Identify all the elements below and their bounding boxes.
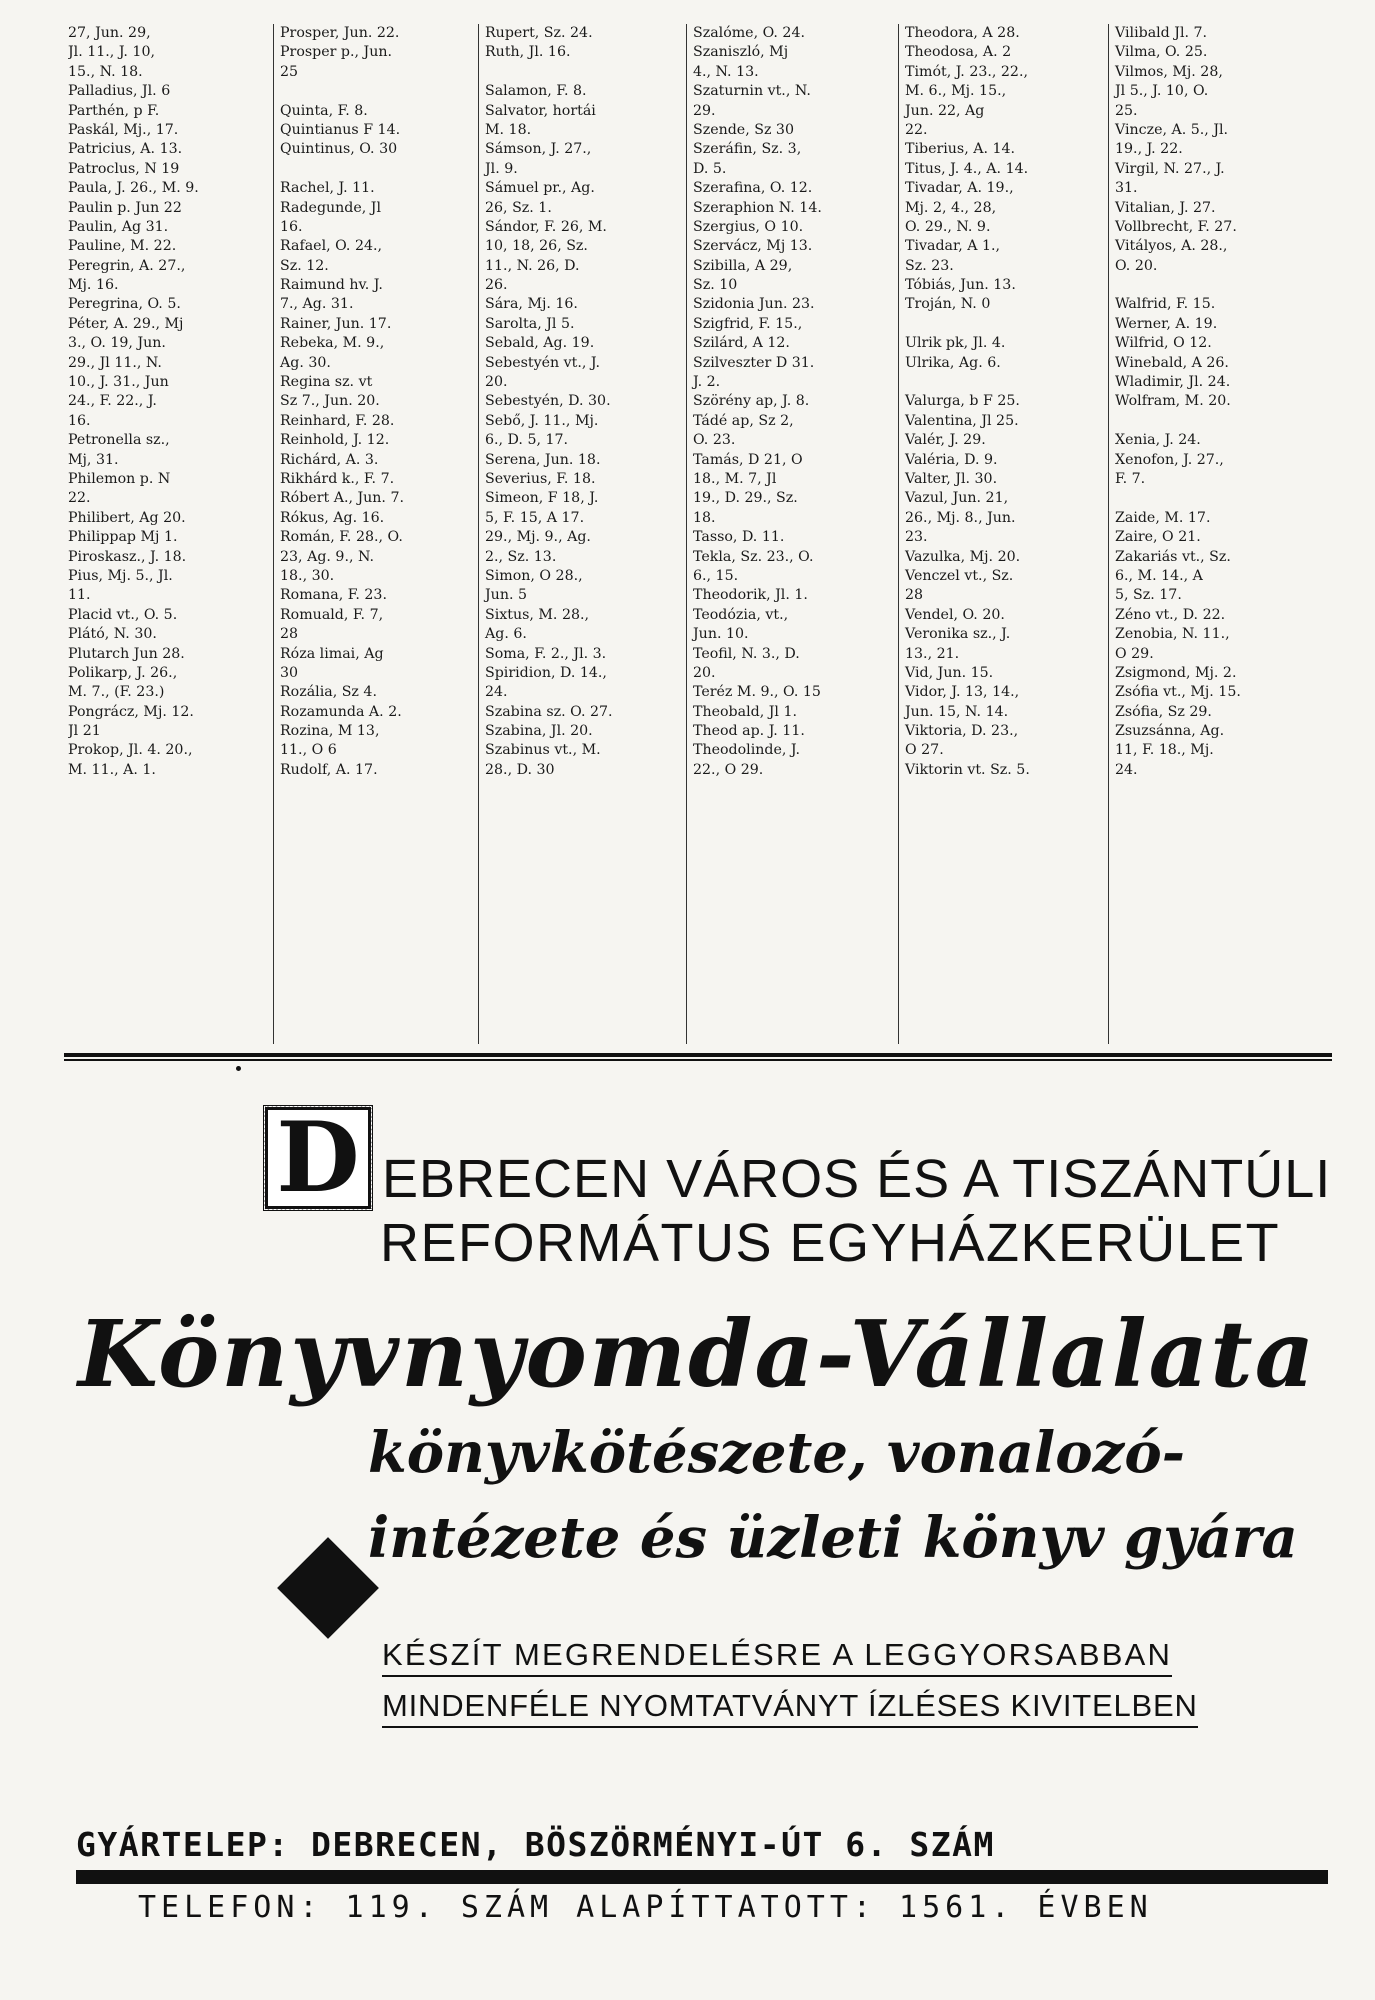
entry-line: Mj. 16.: [68, 277, 119, 294]
entry-line: Salvator, hortái: [485, 102, 596, 119]
entry-line: Theodorik, Jl. 1.: [693, 587, 808, 604]
entry-line: D. 5.: [693, 160, 727, 177]
entry-line: Sarolta, Jl 5.: [485, 315, 575, 332]
entry-line: 28: [280, 626, 299, 643]
entry-line: Jl. 9.: [485, 160, 518, 177]
entry-line: 22., O 29.: [693, 761, 764, 778]
entry-line: Valentina, Jl 25.: [905, 412, 1019, 429]
ad-heading-line1: EBRECEN VÁROS ÉS A TISZÁNTÚLI: [382, 1149, 1332, 1209]
entry-line: Sebald, Ag. 19.: [485, 335, 595, 352]
entry-line: Sebő, J. 11., Mj.: [485, 412, 599, 429]
entry-line: Zaide, M. 17.: [1115, 509, 1211, 526]
column-2: [273, 24, 478, 1044]
entry-line: Tivadar, A. 19.,: [905, 180, 1014, 197]
entry-line: Prosper p., Jun.: [280, 44, 393, 61]
entry-line: Szilárd, A 12.: [693, 335, 790, 352]
entry-line: 27, Jun. 29,: [68, 25, 151, 41]
entry-line: Viktorin vt. Sz. 5.: [905, 761, 1030, 778]
entry-line: Szigfrid, F. 15.,: [693, 315, 803, 332]
entry-line: 3., O. 19, Jun.: [68, 335, 166, 352]
entry-line: Theod ap. J. 11.: [693, 723, 805, 740]
entry-line: M. 18.: [485, 121, 532, 138]
entry-line: Serena, Jun. 18.: [485, 451, 601, 468]
entry-line: 26.: [485, 277, 508, 294]
entry-line: Reinhard, F. 28.: [280, 412, 395, 429]
entry-line: Mj. 2, 4., 28,: [905, 199, 997, 216]
entry-line: Zsófia vt., Mj. 15.: [1115, 684, 1241, 701]
entry-line: Soma, F. 2., Jl. 3.: [485, 645, 607, 662]
entry-line: 19., D. 29., Sz.: [693, 490, 798, 507]
entry-line: Szaniszló, Mj: [693, 44, 789, 61]
entry-line: Regina sz. vt: [280, 374, 373, 391]
entry-line: Sixtus, M. 28.,: [485, 606, 590, 623]
entry-line: Szervácz, Mj 13.: [693, 238, 813, 255]
entry-line: Zsófia, Sz 29.: [1115, 703, 1212, 720]
column-6: [1108, 24, 1318, 1044]
entry-line: Szabina sz. O. 27.: [485, 703, 613, 720]
entry-line: Vendel, O. 20.: [905, 606, 1005, 623]
entry-line: Wolfram, M. 20.: [1115, 393, 1231, 410]
entry-line: Jun. 15, N. 14.: [905, 703, 1009, 720]
entry-line: 18., M. 7, Jl: [693, 470, 777, 487]
entry-line: Szilveszter D 31.: [693, 354, 815, 371]
ad-offer-line2: MINDENFÉLE NYOMTATVÁNYT ÍZLÉSES KIVITELBEN: [382, 1688, 1198, 1728]
entry-line: Simon, O 28.,: [485, 567, 583, 584]
entry-line: Román, F. 28., O.: [280, 529, 403, 546]
entry-line: O. 20.: [1115, 257, 1158, 274]
entry-line: Szalóme, O. 24.: [693, 25, 805, 41]
entry-line: Werner, A. 19.: [1115, 315, 1218, 332]
entry-line: 20.: [693, 664, 716, 681]
entry-line: Tasso, D. 11.: [693, 529, 785, 546]
entry-line: Theodora, A 28.: [905, 25, 1020, 41]
footer-rule: [76, 1870, 1328, 1884]
entry-line: Xenia, J. 24.: [1115, 432, 1201, 449]
decorative-initial: [263, 1101, 373, 1214]
entry-line: Romuald, F. 7,: [280, 606, 384, 623]
entry-line: 24.: [485, 684, 508, 701]
entry-line: [1115, 276, 1318, 295]
entry-line: Viktoria, D. 23.,: [905, 723, 1019, 740]
entry-line: Szerafina, O. 12.: [693, 180, 813, 197]
entry-line: Tamás, D 21, O: [693, 451, 803, 468]
entry-line: O 27.: [905, 742, 944, 759]
entry-line: Sámson, J. 27.,: [485, 141, 592, 158]
entry-line: Vidor, J. 13, 14.,: [905, 684, 1020, 701]
entry-line: Virgil, N. 27., J.: [1115, 160, 1225, 177]
entry-line: Romana, F. 23.: [280, 587, 387, 604]
entry-line: 30: [280, 664, 299, 681]
entry-line: Rebeka, M. 9.,: [280, 335, 385, 352]
entry-line: Paula, J. 26., M. 9.: [68, 180, 199, 197]
ad-script-title: Könyvnyomda-Vállalata: [78, 1300, 1317, 1408]
entry-line: Vilma, O. 25.: [1115, 44, 1208, 61]
entry-line: Péter, A. 29., Mj: [68, 315, 184, 332]
entry-line: Valurga, b F 25.: [905, 393, 1020, 410]
entry-line: Philibert, Ag 20.: [68, 509, 186, 526]
entry-line: Xenofon, J. 27.,: [1115, 451, 1224, 468]
entry-line: Vazul, Jun. 21,: [905, 490, 1009, 507]
entry-line: 10., J. 31., Jun: [68, 374, 169, 391]
entry-line: Polikarp, J. 26.,: [68, 664, 178, 681]
entry-line: 23, Ag. 9., N.: [280, 548, 374, 565]
entry-line: Róza limai, Ag: [280, 645, 384, 662]
entry-line: M. 7., (F. 23.): [68, 684, 165, 701]
entry-line: Vitályos, A. 28.,: [1115, 238, 1228, 255]
column-1: [68, 24, 273, 1044]
entry-line: 15., N. 18.: [68, 63, 143, 80]
entry-line: Szaturnin vt., N.: [693, 83, 811, 100]
entry-line: [905, 373, 1108, 392]
entry-line: 25: [280, 63, 299, 80]
entry-line: [280, 82, 478, 101]
entry-line: Quinta, F. 8.: [280, 102, 368, 119]
entry-line: 16.: [280, 218, 303, 235]
entry-line: 29., Mj. 9., Ag.: [485, 529, 591, 546]
entry-line: 5, Sz. 17.: [1115, 587, 1182, 604]
entry-line: O 29.: [1115, 645, 1154, 662]
entry-line: 5, F. 15, A 17.: [485, 509, 585, 526]
entry-line: Ag. 6.: [485, 626, 527, 643]
entry-line: Rudolf, A. 17.: [280, 761, 378, 778]
entry-line: Pauline, M. 22.: [68, 238, 177, 255]
entry-line: Wladimir, Jl. 24.: [1115, 374, 1231, 391]
initial-letter: D: [266, 1108, 369, 1208]
entry-line: Rókus, Ag. 16.: [280, 509, 385, 526]
entry-line: M. 6., Mj. 15.,: [905, 83, 1007, 100]
entry-line: Szeráfin, Sz. 3,: [693, 141, 802, 158]
diamond-ornament-icon: [277, 1537, 379, 1639]
entry-line: Sebestyén vt., J.: [485, 354, 600, 371]
ad-phone-founded: TELEFON: 119. SZÁM ALAPÍTTATOTT: 1561. ÉVBEN: [138, 1890, 1153, 1925]
entry-line: Venczel vt., Sz.: [905, 567, 1014, 584]
entry-line: Titus, J. 4., A. 14.: [905, 160, 1029, 177]
entry-line: Szidonia Jun. 23.: [693, 296, 815, 313]
entry-line: Salamon, F. 8.: [485, 83, 587, 100]
entry-line: 16.: [68, 412, 91, 429]
entry-line: Richárd, A. 3.: [280, 451, 379, 468]
entry-line: 18., 30.: [280, 567, 335, 584]
entry-line: 11.: [68, 587, 91, 604]
entry-line: Sebestyén, D. 30.: [485, 393, 611, 410]
entry-line: 26, Sz. 1.: [485, 199, 552, 216]
entry-line: 22.: [68, 490, 91, 507]
entry-line: 28., D. 30: [485, 761, 555, 778]
entry-line: Szeraphion N. 14.: [693, 199, 822, 216]
entry-line: Vollbrecht, F. 27.: [1115, 218, 1237, 235]
entry-line: Rainer, Jun. 17.: [280, 315, 392, 332]
entry-line: Troján, N. 0: [905, 296, 991, 313]
entry-line: Paulin, Ag 31.: [68, 218, 169, 235]
entry-line: 24.: [1115, 761, 1138, 778]
entry-line: Parthén, p F.: [68, 102, 160, 119]
entry-line: Theobald, Jl 1.: [693, 703, 797, 720]
entry-line: O. 29., N. 9.: [905, 218, 991, 235]
entry-line: Radegunde, Jl: [280, 199, 382, 216]
entry-line: Rozália, Sz 4.: [280, 684, 377, 701]
entry-line: Rafael, O. 24.,: [280, 238, 383, 255]
entry-line: Vilmos, Mj. 28,: [1115, 63, 1223, 80]
column-4: [686, 24, 898, 1044]
entry-line: Walfrid, F. 15.: [1115, 296, 1216, 313]
entry-line: Teréz M. 9., O. 15: [693, 684, 821, 701]
entry-line: Jun. 22, Ag: [905, 102, 985, 119]
entry-line: Jl. 11., J. 10,: [68, 44, 155, 61]
ad-heading-line2: REFORMÁTUS EGYHÁZKERÜLET: [380, 1213, 1281, 1273]
entry-line: Tekla, Sz. 23., O.: [693, 548, 814, 565]
entry-line: Szabinus vt., M.: [485, 742, 601, 759]
entry-line: Ruth, Jl. 16.: [485, 44, 571, 61]
entry-line: 31.: [1115, 180, 1138, 197]
entry-line: 29., Jl 11., N.: [68, 354, 162, 371]
entry-line: Rozamunda A. 2.: [280, 703, 402, 720]
entry-line: [1115, 489, 1318, 508]
entry-line: Veronika sz., J.: [905, 626, 1011, 643]
entry-line: Valér, J. 29.: [905, 432, 986, 449]
entry-line: Jun. 5: [485, 587, 528, 604]
entry-line: Theodosa, A. 2: [905, 44, 1012, 61]
entry-line: Rachel, J. 11.: [280, 180, 375, 197]
entry-line: Piroskasz., J. 18.: [68, 548, 187, 565]
entry-line: Jun. 10.: [693, 626, 749, 643]
entry-line: 19., J. 22.: [1115, 141, 1183, 158]
entry-line: 23.: [905, 529, 928, 546]
entry-line: O. 23.: [693, 432, 736, 449]
entry-line: Szörény ap, J. 8.: [693, 393, 810, 410]
entry-line: Tiberius, A. 14.: [905, 141, 1016, 158]
entry-line: Raimund hv. J.: [280, 277, 383, 294]
entry-line: 24., F. 22., J.: [68, 393, 157, 410]
entry-line: Sándor, F. 26, M.: [485, 218, 607, 235]
entry-line: Vilibald Jl. 7.: [1115, 25, 1208, 41]
column-5: [898, 24, 1108, 1044]
entry-line: Reinhold, J. 12.: [280, 432, 390, 449]
entry-line: Quintinus, O. 30: [280, 141, 398, 158]
entry-line: Sz 7., Jun. 20.: [280, 393, 380, 410]
entry-line: 11., N. 26, D.: [485, 257, 580, 274]
entry-line: Rozina, M 13,: [280, 723, 380, 740]
entry-line: Tóbiás, Jun. 13.: [905, 277, 1016, 294]
entry-line: 2., Sz. 13.: [485, 548, 557, 565]
entry-line: Jl 21: [68, 723, 101, 740]
entry-line: Szergius, O 10.: [693, 218, 804, 235]
entry-line: [1115, 412, 1318, 431]
entry-line: Patricius, A. 13.: [68, 141, 183, 158]
entry-line: Patroclus, N 19: [68, 160, 180, 177]
entry-line: 11., O 6: [280, 742, 337, 759]
entry-line: 22.: [905, 121, 928, 138]
entry-line: [905, 315, 1108, 334]
entry-line: 6., D. 5, 17.: [485, 432, 569, 449]
entry-line: 20.: [485, 374, 508, 391]
entry-line: Prokop, Jl. 4. 20.,: [68, 742, 193, 759]
entry-line: Zaire, O 21.: [1115, 529, 1201, 546]
entry-line: Róbert A., Jun. 7.: [280, 490, 404, 507]
name-day-columns: [68, 24, 1338, 1044]
entry-line: Vazulka, Mj. 20.: [905, 548, 1021, 565]
entry-line: Valter, Jl. 30.: [905, 470, 998, 487]
entry-line: F. 7.: [1115, 470, 1146, 487]
entry-line: Sára, Mj. 16.: [485, 296, 578, 313]
entry-line: Sámuel pr., Ag.: [485, 180, 595, 197]
entry-line: [485, 63, 686, 82]
entry-line: 25.: [1115, 102, 1138, 119]
entry-line: 10, 18, 26, Sz.: [485, 238, 588, 255]
entry-line: Valéria, D. 9.: [905, 451, 998, 468]
entry-line: Teofil, N. 3., D.: [693, 645, 800, 662]
entry-line: 26., Mj. 8., Jun.: [905, 509, 1016, 526]
entry-line: Sz. 10: [693, 277, 738, 294]
entry-line: [280, 160, 478, 179]
entry-line: Rikhárd k., F. 7.: [280, 470, 395, 487]
entry-line: Szende, Sz 30: [693, 121, 794, 138]
entry-line: Ulrika, Ag. 6.: [905, 354, 1001, 371]
entry-line: Pongrácz, Mj. 12.: [68, 703, 194, 720]
entry-line: Zsigmond, Mj. 2.: [1115, 664, 1237, 681]
entry-line: Tivadar, A 1.,: [905, 238, 1001, 255]
entry-line: 18.: [693, 509, 716, 526]
entry-line: Placid vt., O. 5.: [68, 606, 178, 623]
entry-line: Sz. 12.: [280, 257, 329, 274]
ornament-dot: [236, 1066, 241, 1071]
entry-line: Prosper, Jun. 22.: [280, 25, 400, 41]
entry-line: Mj, 31.: [68, 451, 119, 468]
divider-rule-thin: [64, 1059, 1332, 1061]
entry-line: Peregrina, O. 5.: [68, 296, 181, 313]
entry-line: 29.: [693, 102, 716, 119]
entry-line: Winebald, A 26.: [1115, 354, 1229, 371]
column-3: [478, 24, 686, 1044]
entry-line: Paulin p. Jun 22: [68, 199, 182, 216]
entry-line: Zsuzsánna, Ag.: [1115, 723, 1225, 740]
entry-line: Jl 5., J. 10, O.: [1115, 83, 1209, 100]
entry-line: 11, F. 18., Mj.: [1115, 742, 1214, 759]
entry-line: 13., 21.: [905, 645, 960, 662]
entry-line: Rupert, Sz. 24.: [485, 25, 593, 41]
entry-line: Ulrik pk, Jl. 4.: [905, 335, 1006, 352]
entry-line: Wilfrid, O 12.: [1115, 335, 1212, 352]
entry-line: Sz. 23.: [905, 257, 954, 274]
entry-line: 6., 15.: [693, 567, 739, 584]
entry-line: Peregrin, A. 27.,: [68, 257, 186, 274]
entry-line: Plutarch Jun 28.: [68, 645, 185, 662]
entry-line: Teodózia, vt.,: [693, 606, 789, 623]
entry-line: Theodolinde, J.: [693, 742, 800, 759]
entry-line: Philemon p. N: [68, 470, 171, 487]
entry-line: Szibilla, A 29,: [693, 257, 793, 274]
divider-rule: [64, 1053, 1332, 1057]
entry-line: Severius, F. 18.: [485, 470, 596, 487]
entry-line: 6., M. 14., A: [1115, 567, 1203, 584]
entry-line: Pius, Mj. 5., Jl.: [68, 567, 173, 584]
entry-line: J. 2.: [693, 374, 721, 391]
entry-line: Plátó, N. 30.: [68, 626, 157, 643]
entry-line: Zakariás vt., Sz.: [1115, 548, 1231, 565]
entry-line: Vincze, A. 5., Jl.: [1115, 121, 1229, 138]
entry-line: 28: [905, 587, 924, 604]
entry-line: Timót, J. 23., 22.,: [905, 63, 1028, 80]
entry-line: Petronella sz.,: [68, 432, 170, 449]
entry-line: 4., N. 13.: [693, 63, 759, 80]
entry-line: Tádé ap, Sz 2,: [693, 412, 794, 429]
entry-line: Simeon, F 18, J.: [485, 490, 599, 507]
entry-line: Quintianus F 14.: [280, 121, 401, 138]
entry-line: Palladius, Jl. 6: [68, 83, 171, 100]
entry-line: Zenobia, N. 11.,: [1115, 626, 1230, 643]
entry-line: 7., Ag. 31.: [280, 296, 354, 313]
entry-line: Szabina, Jl. 20.: [485, 723, 593, 740]
entry-line: Ag. 30.: [280, 354, 331, 371]
entry-line: Paskál, Mj., 17.: [68, 121, 179, 138]
entry-line: Vitalian, J. 27.: [1115, 199, 1216, 216]
ad-address: GYÁRTELEP: DEBRECEN, BÖSZÖRMÉNYI-ÚT 6. SZÁM: [76, 1825, 995, 1864]
entry-line: Zéno vt., D. 22.: [1115, 606, 1226, 623]
entry-line: Vid, Jun. 15.: [905, 664, 994, 681]
ad-script-line2: könyvkötészete, vonalozó-: [368, 1420, 1185, 1486]
ad-script-line3: intézete és üzleti könyv gyára: [368, 1505, 1298, 1571]
entry-line: M. 11., A. 1.: [68, 761, 156, 778]
ad-offer-line1: KÉSZÍT MEGRENDELÉSRE A LEGGYORSABBAN: [382, 1637, 1172, 1677]
entry-line: Philippap Mj 1.: [68, 529, 178, 546]
entry-line: Spiridion, D. 14.,: [485, 664, 607, 681]
